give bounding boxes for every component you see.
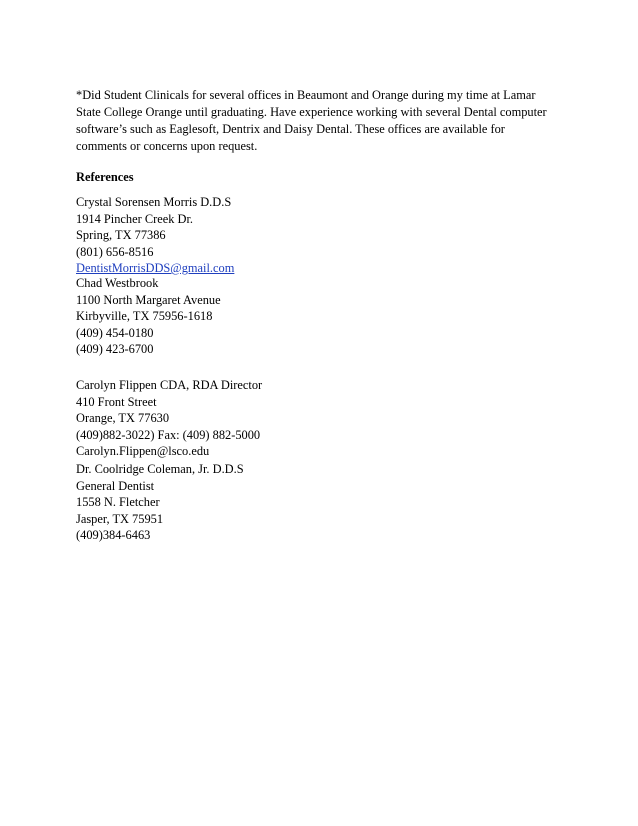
reference-phone: (409) 423-6700 (76, 342, 154, 356)
reference-address: 1914 Pincher Creek Dr. (76, 211, 193, 226)
intro-line: State College Orange until graduating. Have experience working with several Dental computer (76, 105, 547, 119)
reference-address: 1558 N. Fletcher (76, 495, 160, 509)
reference-phone: (409) 454-0180 (76, 325, 154, 340)
reference-name: Carolyn Flippen CDA, RDA Director (76, 378, 263, 392)
reference-email-link[interactable]: DentistMorrisDDS@gmail.com (76, 261, 235, 275)
reference-email: Carolyn.Flippen@lsco.edu (76, 444, 210, 458)
reference-city: Spring, TX 77386 (76, 228, 166, 242)
reference-name: Crystal Sorensen Morris D.D.S (76, 195, 232, 209)
intro-line: *Did Student Clinicals for several offices in Beaumont and Orange during my time at Lamar (76, 88, 536, 102)
reference-phone: (409)384-6463 (76, 528, 151, 542)
reference-phone: (409)882-3022) Fax: (409) 882-5000 (76, 427, 261, 442)
reference-carolyn-flippen (76, 377, 262, 460)
reference-name: Dr. Coolridge Coleman, Jr. D.D.S (76, 462, 244, 476)
reference-crystal-morris (76, 194, 234, 277)
reference-address: 410 Front Street (76, 394, 157, 409)
intro-line: comments or concerns upon request. (76, 139, 258, 153)
reference-name: Chad Westbrook (76, 276, 159, 290)
references-heading: References (76, 170, 134, 184)
reference-chad-westbrook (76, 275, 221, 358)
reference-city: Jasper, TX 75951 (76, 511, 164, 526)
intro-paragraph (76, 87, 576, 155)
reference-phone: (801) 656-8516 (76, 244, 154, 259)
reference-city: Orange, TX 77630 (76, 411, 170, 425)
reference-coolridge-coleman (76, 461, 244, 544)
reference-title: General Dentist (76, 478, 155, 493)
intro-line: software’s such as Eaglesoft, Dentrix and Daisy Dental. These offices are available for (76, 122, 505, 136)
reference-city: Kirbyville, TX 75956-1618 (76, 309, 213, 323)
reference-address: 1100 North Margaret Avenue (76, 292, 221, 307)
